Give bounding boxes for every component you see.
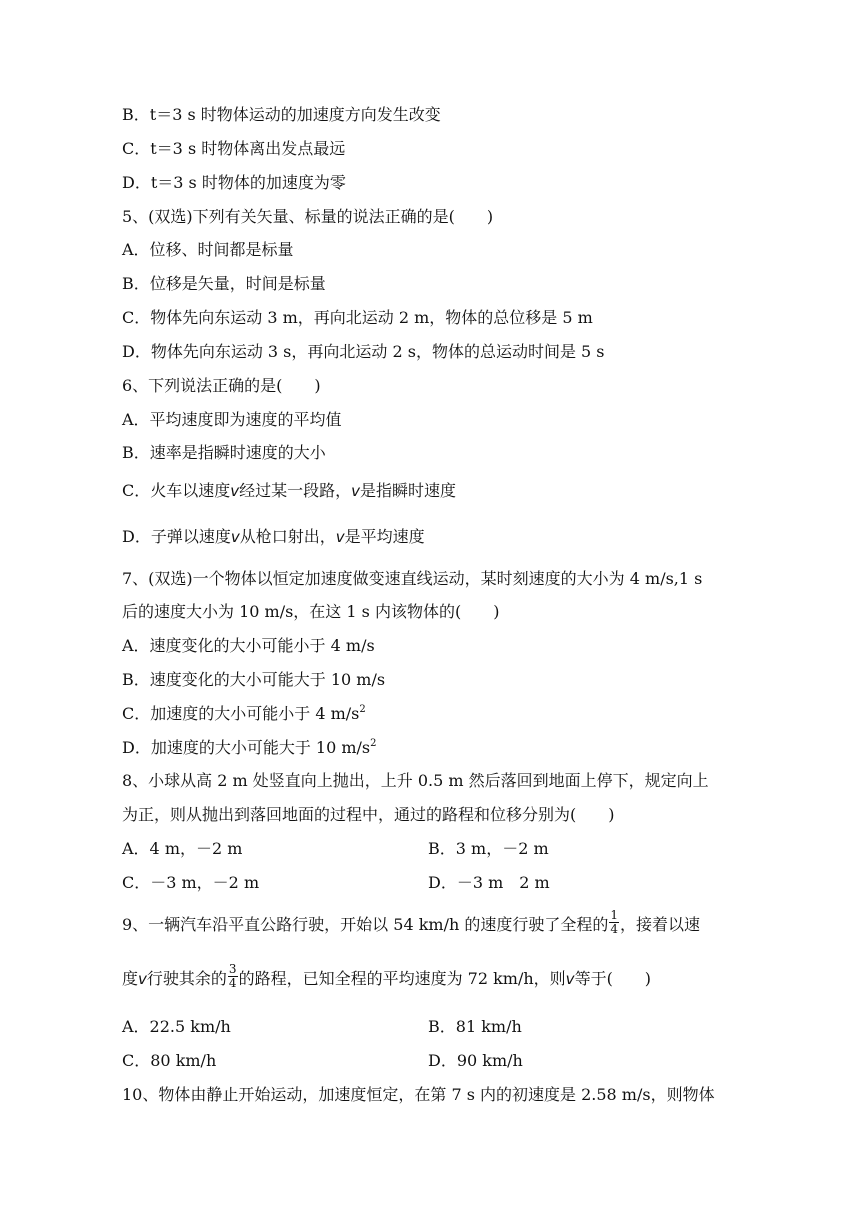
variable-v: v: [230, 528, 240, 546]
question-7-line-2: 后的速度大小为 10 m/s，在这 1 s 内该物体的( ): [122, 602, 500, 621]
q9-line2-part2: 行驶其余的: [146, 969, 227, 988]
q6-option-c: [122, 480, 456, 502]
q4-option-b: B．t＝3 s 时物体运动的加速度方向发生改变: [122, 105, 441, 124]
q4-option-c: C．t＝3 s 时物体离出发点最远: [122, 139, 346, 158]
q7-c-text: C．加速度的大小可能小于 4 m/s: [122, 704, 360, 723]
fraction-one-quarter: [609, 909, 619, 936]
q6-c-part1: C．火车以速度: [122, 481, 231, 500]
question-8-line-1: 8、小球从高 2 m 处竖直向上抛出，上升 0.5 m 然后落回到地面上停下，规定向上: [122, 771, 709, 790]
q9-line1-part1: 9、一辆汽车沿平直公路行驶，开始以 54 km/h 的速度行驶了全程的: [122, 915, 609, 934]
q9-option-a: A．22.5 km/h: [122, 1017, 231, 1036]
q7-option-c: [122, 703, 366, 725]
q5-option-a: A．位移、时间都是标量: [122, 240, 294, 259]
q5-option-c: C．物体先向东运动 3 m，再向北运动 2 m，物体的总位移是 5 m: [122, 308, 593, 327]
question-10-line-1: 10、物体由静止开始运动，加速度恒定，在第 7 s 内的初速度是 2.58 m/s，则物体: [122, 1085, 715, 1104]
question-8-line-2: 为正，则从抛出到落回地面的过程中，通过的路程和位移分别为( ): [122, 805, 615, 824]
q6-d-part1: D．子弹以速度: [122, 527, 231, 546]
q9-option-c: C．80 km/h: [122, 1051, 217, 1070]
q5-option-b: B．位移是矢量，时间是标量: [122, 274, 326, 293]
q8-option-a: A．4 m，－2 m: [122, 839, 243, 858]
q4-option-d: D．t＝3 s 时物体的加速度为零: [122, 173, 346, 192]
q7-option-b: B．速度变化的大小可能大于 10 m/s: [122, 670, 386, 689]
variable-v: v: [351, 482, 361, 500]
q6-option-d: [122, 526, 425, 548]
question-6: 6、下列说法正确的是( ): [122, 376, 321, 395]
variable-v: v: [565, 970, 575, 988]
question-5: 5、(双选)下列有关矢量、标量的说法正确的是( ): [122, 207, 494, 226]
question-9-line-2: [122, 962, 652, 993]
q6-d-part2: 从枪口射出，: [239, 527, 336, 546]
q8-option-d: D．－3 m 2 m: [428, 873, 550, 892]
question-7-line-1: 7、(双选)一个物体以恒定加速度做变速直线运动，某时刻速度的大小为 4 m/s,1 s: [122, 569, 703, 588]
q5-option-d: D．物体先向东运动 3 s，再向北运动 2 s，物体的总运动时间是 5 s: [122, 342, 605, 361]
variable-v: v: [335, 528, 345, 546]
q7-option-d: [122, 737, 377, 759]
superscript-2: 2: [359, 704, 366, 715]
q6-option-a: A．平均速度即为速度的平均值: [122, 410, 342, 429]
fraction-three-quarters: [228, 963, 238, 990]
q9-line1-part2: ，接着以速: [620, 915, 701, 934]
q8-option-b: B．3 m，－2 m: [428, 839, 549, 858]
q6-c-part3: 是指瞬时速度: [360, 481, 457, 500]
fraction-denominator: 4: [610, 922, 619, 936]
variable-v: v: [230, 482, 240, 500]
q9-option-d: D．90 km/h: [428, 1051, 523, 1070]
q9-line2-part4: 等于( ): [574, 969, 652, 988]
q9-line2-part1: 度: [122, 969, 139, 988]
question-9-line-1: [122, 908, 701, 939]
q6-option-b: B．速率是指瞬时速度的大小: [122, 443, 326, 462]
q6-c-part2: 经过某一段路，: [239, 481, 352, 500]
q7-d-text: D．加速度的大小可能大于 10 m/s: [122, 738, 371, 757]
variable-v: v: [138, 970, 147, 988]
q8-option-c: C．－3 m，－2 m: [122, 873, 260, 892]
fraction-denominator: 4: [228, 976, 237, 990]
q9-line2-part3: 的路程，已知全程的平均速度为 72 km/h，则: [238, 969, 566, 988]
q7-option-a: A．速度变化的大小可能小于 4 m/s: [122, 636, 375, 655]
superscript-2: 2: [370, 738, 377, 749]
q6-d-part3: 是平均速度: [344, 527, 425, 546]
q9-option-b: B．81 km/h: [428, 1017, 522, 1036]
fraction-numerator: 1: [610, 908, 619, 922]
fraction-numerator: 3: [228, 962, 237, 976]
